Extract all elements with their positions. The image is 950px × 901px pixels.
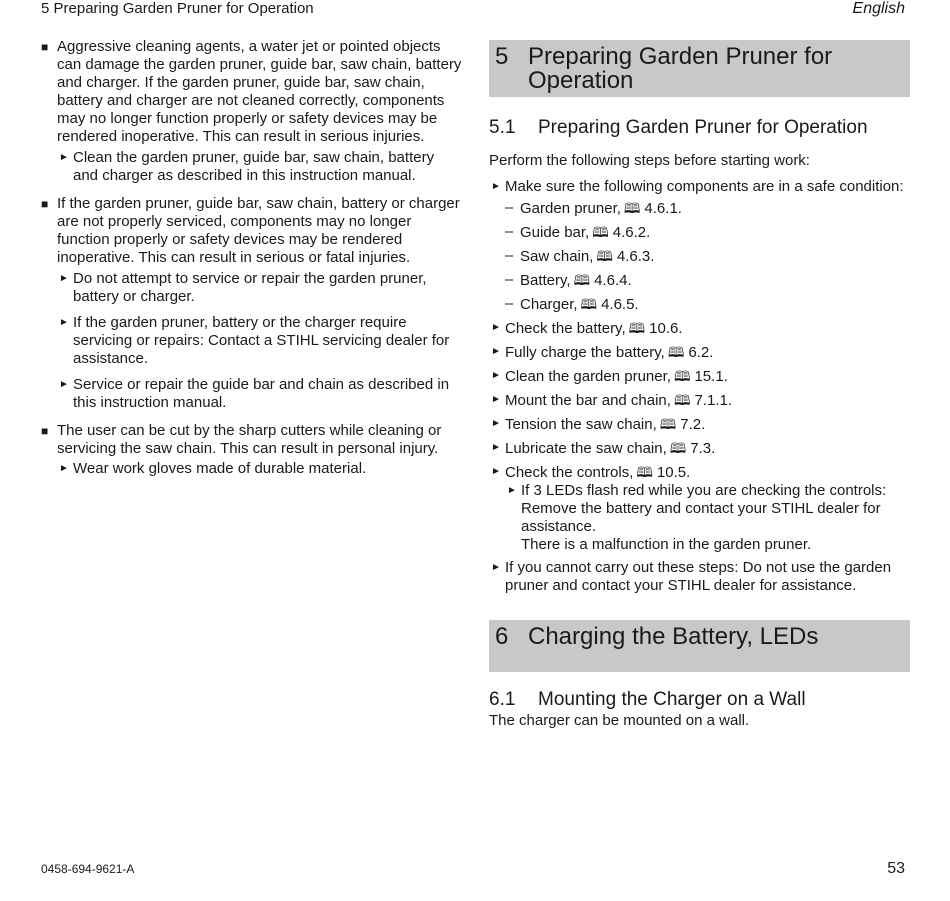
book-icon: 🕮: [623, 200, 641, 216]
step-arrow-icon: ►: [59, 463, 69, 474]
section-text: The charger can be mounted on a wall.: [489, 712, 750, 729]
dash-marker: –: [505, 247, 514, 264]
step-text: Service or repair the guide bar and chain as described in this instruction manual.: [73, 376, 450, 411]
step-text: Do not attempt to service or repair the garden pruner, battery or charger.: [73, 270, 427, 305]
component-item: [489, 271, 910, 290]
step-arrow-icon: ►: [59, 317, 69, 328]
substep-text: If 3 LEDs flash red while you are checking the controls: Remove the battery and contact your STIHL dealer for assistance.: [521, 482, 887, 535]
instruction-step: [489, 343, 910, 362]
book-icon: 🕮: [667, 344, 685, 360]
instruction-step: [489, 463, 910, 482]
cross-reference: 4.6.4.: [594, 272, 632, 289]
cross-reference: 7.2.: [680, 416, 706, 433]
cross-reference: 4.6.1.: [644, 200, 682, 217]
bullet-text: The user can be cut by the sharp cutters while cleaning or servicing the saw chain. This can result in personal injury.: [57, 422, 442, 457]
cross-reference: 10.6.: [649, 320, 683, 337]
subsection-title: Mounting the Charger on a Wall: [538, 689, 806, 710]
step-arrow-icon: ►: [491, 466, 501, 477]
component-item: [489, 247, 910, 266]
book-icon: 🕮: [580, 296, 598, 312]
step-text: Lubricate the saw chain,: [505, 440, 667, 457]
step-arrow-icon: ►: [491, 418, 501, 429]
component-label: Guide bar,: [520, 224, 590, 241]
step-arrow-icon: ►: [491, 346, 501, 357]
book-icon: 🕮: [628, 320, 646, 336]
instruction-step: [57, 376, 463, 412]
cross-reference: 4.6.5.: [601, 296, 639, 313]
book-icon: 🕮: [659, 416, 677, 432]
square-bullet-icon: ■: [41, 197, 49, 211]
step-arrow-icon: ►: [59, 273, 69, 284]
step-text: Wear work gloves made of durable material.: [73, 460, 367, 477]
bullet-text: If the garden pruner, guide bar, saw chain, battery or charger are not properly serviced, components may no longer function properly or safety devices may be rendered inoperative. This can result in serious or fatal injuries.: [57, 195, 460, 266]
document-number: 0458-694-9621-A: [41, 862, 135, 876]
instruction-step: [57, 314, 463, 368]
dash-marker: –: [505, 295, 514, 312]
instruction-step: [489, 178, 910, 196]
book-icon: 🕮: [592, 224, 609, 240]
running-header-title: 5 Preparing Garden Pruner for Operation: [41, 0, 314, 17]
step-text: If you cannot carry out these steps: Do not use the garden pruner and contact your STIHL dealer for assistance.: [505, 559, 892, 594]
page-number: 53: [887, 860, 905, 877]
book-icon: 🕮: [673, 368, 691, 384]
book-icon: 🕮: [596, 248, 613, 264]
component-item: [489, 199, 910, 218]
dash-marker: –: [505, 223, 514, 240]
dash-marker: –: [505, 271, 514, 288]
instruction-step: [57, 460, 463, 478]
subsection-title: Preparing Garden Pruner for Operation: [538, 117, 868, 138]
step-text: Mount the bar and chain,: [505, 392, 671, 409]
cross-reference: 10.5.: [656, 464, 691, 481]
step-arrow-icon: ►: [59, 379, 69, 390]
step-text: Clean the garden pruner,: [505, 368, 671, 385]
step-text: Check the controls,: [505, 464, 634, 481]
instruction-step: [57, 149, 463, 185]
running-header-language: English: [852, 0, 905, 17]
book-icon: 🕮: [673, 392, 691, 408]
section-heading-5: [489, 40, 910, 97]
instruction-step: [57, 270, 463, 306]
section-heading-6: [489, 620, 910, 672]
step-text: Clean the garden pruner, guide bar, saw chain, battery and charger as described in this instruction manual.: [73, 149, 435, 184]
cross-reference: 7.1.1.: [694, 392, 732, 409]
instruction-step: [489, 319, 910, 338]
cross-reference: 6.2.: [688, 344, 714, 361]
book-icon: 🕮: [573, 272, 591, 288]
subsection-heading-5-1: [489, 117, 910, 139]
step-arrow-icon: ►: [491, 442, 501, 453]
instruction-step: [489, 367, 910, 386]
step-arrow-icon: ►: [507, 485, 517, 496]
book-icon: 🕮: [636, 464, 653, 480]
section-number: 5: [495, 43, 509, 70]
step-arrow-icon: ►: [491, 562, 501, 573]
bullet-text: Aggressive cleaning agents, a water jet or pointed objects can damage the garden pruner, guide bar, saw chain, battery and charger. If the garden pruner, guide bar, saw chain, battery and charger are not cleaned correctly, components may no longer function properly or safety devices may be rendered inoperative. This can result in serious injuries.: [57, 38, 462, 145]
step-arrow-icon: ►: [491, 370, 501, 381]
component-label: Saw chain,: [520, 248, 594, 265]
cross-reference: 4.6.2.: [612, 224, 651, 241]
instruction-substep: [505, 482, 910, 554]
step-arrow-icon: ►: [491, 181, 501, 192]
subsection-number: 6.1: [489, 689, 516, 710]
instruction-step: [489, 439, 910, 458]
step-arrow-icon: ►: [59, 152, 69, 163]
step-arrow-icon: ►: [491, 322, 501, 333]
book-icon: 🕮: [669, 440, 687, 456]
component-label: Garden pruner,: [520, 200, 621, 217]
subsection-heading-6-1: [489, 689, 910, 711]
cross-reference: 15.1.: [694, 368, 728, 385]
warning-bullet-servicing: [41, 195, 463, 267]
square-bullet-icon: ■: [41, 40, 49, 54]
dash-marker: –: [505, 199, 514, 216]
left-column: [41, 38, 463, 478]
component-label: Battery,: [520, 272, 571, 289]
step-arrow-icon: ►: [491, 394, 501, 405]
right-column: [489, 40, 910, 730]
instruction-step: [489, 415, 910, 434]
section-title: Preparing Garden Pruner for Operation: [528, 43, 833, 94]
section-title: Charging the Battery, LEDs: [528, 623, 819, 650]
step-text: Tension the saw chain,: [505, 416, 657, 433]
cross-reference: 4.6.3.: [616, 248, 655, 265]
section-number: 6: [495, 623, 509, 650]
subsection-number: 5.1: [489, 117, 516, 138]
step-text: Check the battery,: [505, 320, 626, 337]
component-item: [489, 223, 910, 242]
instruction-step: [489, 559, 910, 595]
instruction-step: [489, 391, 910, 410]
step-text: Make sure the following components are in a safe condition:: [505, 178, 904, 195]
component-label: Charger,: [520, 296, 578, 313]
square-bullet-icon: ■: [41, 424, 49, 438]
component-item: [489, 295, 910, 314]
result-text: There is a malfunction in the garden pruner.: [521, 536, 812, 553]
warning-bullet-cutting: [41, 422, 463, 458]
cross-reference: 7.3.: [690, 440, 716, 457]
step-text: If the garden pruner, battery or the charger require servicing or repairs: Contact a STIHL servicing dealer for assistance.: [73, 314, 450, 367]
intro-text: Perform the following steps before starting work:: [489, 152, 810, 169]
warning-bullet-cleaning: [41, 38, 463, 146]
step-text: Fully charge the battery,: [505, 344, 665, 361]
